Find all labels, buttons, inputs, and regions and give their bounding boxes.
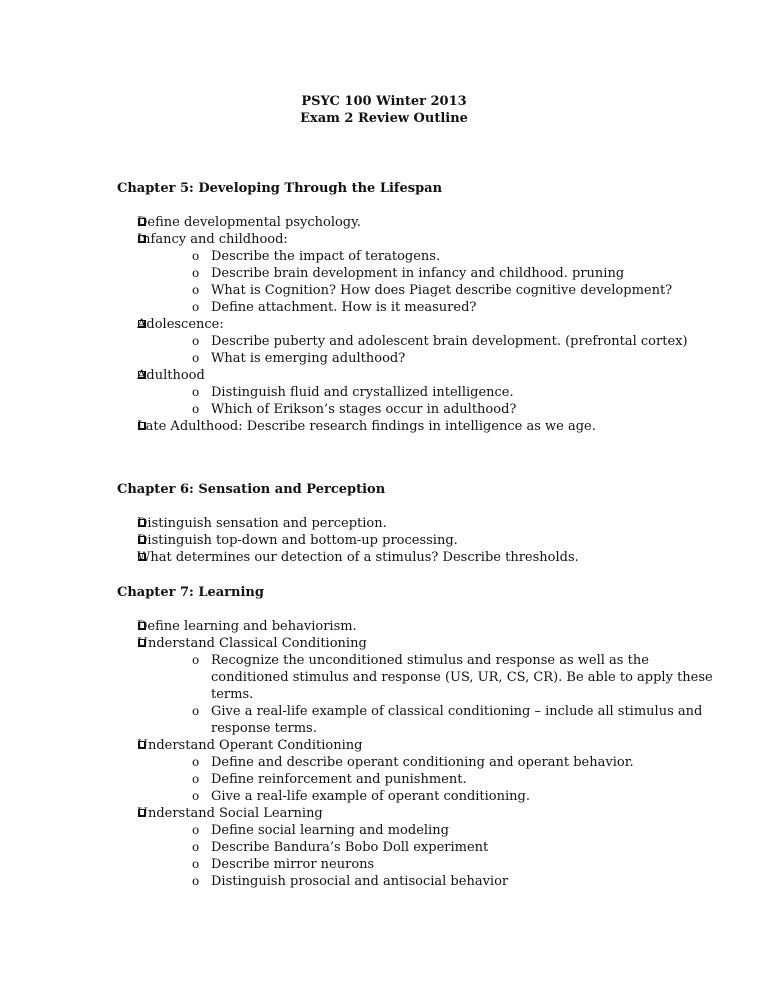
sub-list-item-text: Describe puberty and adolescent brain development. (prefrontal cortex) [211, 334, 688, 349]
checklist-item-text: Understand Operant Conditioning [137, 738, 363, 753]
section-heading: Chapter 5: Developing Through the Lifespan [117, 181, 443, 196]
sub-list-item-text: Define and describe operant conditioning and operant behavior. [211, 755, 634, 770]
circle-bullet-icon: o [192, 266, 200, 280]
sub-list-item-text: Describe the impact of teratogens. [211, 249, 441, 264]
checklist-item [117, 618, 717, 635]
document-title: PSYC 100 Winter 2013 [301, 94, 467, 109]
checklist-item-row [137, 231, 717, 248]
circle-bullet-icon: o [192, 283, 200, 297]
sub-list-item [191, 754, 717, 771]
circle-bullet-icon: o [192, 772, 200, 786]
checklist-item [117, 737, 717, 805]
checklist-item-text: Understand Classical Conditioning [137, 636, 367, 651]
circle-bullet-icon: o [192, 334, 200, 348]
checkbox-icon [138, 809, 146, 817]
sub-list-item [191, 652, 717, 703]
checklist-item-text: Understand Social Learning [137, 806, 323, 821]
checklist-item-row [137, 316, 717, 333]
circle-bullet-icon: o [192, 755, 200, 769]
checklist-item [117, 549, 717, 566]
sub-list-item [191, 299, 717, 316]
checklist-item [117, 214, 717, 231]
checklist-item-row [137, 549, 717, 566]
sub-list [137, 333, 717, 367]
checklist-item-text: Adolescence: [137, 317, 224, 332]
sub-list-item-text: What is Cognition? How does Piaget describe cognitive development? [211, 283, 673, 298]
circle-bullet-icon: o [192, 402, 200, 416]
sub-list-item-text: Describe mirror neurons [211, 857, 375, 872]
checklist-item [117, 316, 717, 367]
checklist-item-row [137, 805, 717, 822]
checkbox-icon [138, 639, 146, 647]
sub-list-item [191, 401, 717, 418]
checklist-item [117, 231, 717, 316]
checkbox-icon [138, 622, 146, 630]
document-subtitle: Exam 2 Review Outline [300, 111, 468, 126]
circle-bullet-icon: o [192, 704, 200, 718]
circle-bullet-icon: o [192, 840, 200, 854]
sub-list-item [191, 822, 717, 839]
checklist-item [117, 367, 717, 418]
checklist-item-row [137, 532, 717, 549]
checkbox-icon [138, 218, 146, 226]
checkbox-icon [138, 235, 146, 243]
sub-list-item-text: What is emerging adulthood? [211, 351, 406, 366]
section-heading: Chapter 6: Sensation and Perception [117, 482, 386, 497]
checklist-item [117, 418, 717, 435]
sub-list [137, 822, 717, 890]
sub-list-item [191, 333, 717, 350]
circle-bullet-icon: o [192, 874, 200, 888]
checklist-item-text: What determines our detection of a stimulus? Describe thresholds. [137, 550, 579, 565]
circle-bullet-icon: o [192, 385, 200, 399]
sub-list-item [191, 248, 717, 265]
checklist [117, 214, 717, 435]
sub-list-item [191, 771, 717, 788]
checklist-item-text: Late Adulthood: Describe research findings in intelligence as we age. [137, 419, 596, 434]
checklist-item-text: Infancy and childhood: [137, 232, 288, 247]
checkbox-icon [138, 422, 146, 430]
sub-list [137, 384, 717, 418]
checklist-item-row [137, 737, 717, 754]
sub-list-item-text: Describe Bandura’s Bobo Doll experiment [211, 840, 489, 855]
checklist-item-row [137, 635, 717, 652]
sub-list-item [191, 788, 717, 805]
checklist-item-row [137, 515, 717, 532]
checklist-item-row [137, 214, 717, 231]
checklist-item-text: Distinguish top-down and bottom-up processing. [137, 533, 458, 548]
sub-list-item-text: Give a real-life example of operant conditioning. [211, 789, 530, 804]
checklist-item [117, 532, 717, 549]
checklist [117, 618, 717, 890]
checkbox-icon [138, 553, 146, 561]
sub-list-item [191, 873, 717, 890]
sub-list [137, 652, 717, 737]
circle-bullet-icon: o [192, 249, 200, 263]
checklist-item [117, 635, 717, 737]
circle-bullet-icon: o [192, 300, 200, 314]
sub-list-item-text: Define attachment. How is it measured? [211, 300, 477, 315]
sub-list [137, 754, 717, 805]
checkbox-icon [138, 536, 146, 544]
checklist-item-row [137, 418, 717, 435]
circle-bullet-icon: o [192, 823, 200, 837]
sub-list-item-text: Recognize the unconditioned stimulus and response as well as the conditioned stimulus and response (US, UR, CS, CR). Be able to apply these terms. [211, 653, 713, 702]
checklist-item-text: Distinguish sensation and perception. [137, 516, 387, 531]
checkbox-icon [138, 519, 146, 527]
circle-bullet-icon: o [192, 789, 200, 803]
sub-list-item-text: Describe brain development in infancy and childhood. pruning [211, 266, 625, 281]
sub-list-item-text: Distinguish prosocial and antisocial behavior [211, 874, 509, 889]
checklist-item [117, 515, 717, 532]
checklist [117, 515, 717, 566]
checklist-item-row [137, 618, 717, 635]
sub-list-item [191, 856, 717, 873]
sub-list-item-text: Give a real-life example of classical conditioning – include all stimulus and response terms. [211, 704, 703, 736]
sub-list-item [191, 384, 717, 401]
section-chapter-5 [117, 180, 717, 435]
checklist-item-text: Adulthood [137, 368, 205, 383]
sub-list-item-text: Define reinforcement and punishment. [211, 772, 467, 787]
checklist-item-text: Define learning and behaviorism. [137, 619, 357, 634]
sub-list-item [191, 703, 717, 737]
sub-list-item [191, 265, 717, 282]
circle-bullet-icon: o [192, 653, 200, 667]
sub-list-item [191, 282, 717, 299]
circle-bullet-icon: o [192, 857, 200, 871]
sub-list-item [191, 350, 717, 367]
checklist-item [117, 805, 717, 890]
sub-list-item [191, 839, 717, 856]
sub-list-item-text: Define social learning and modeling [211, 823, 449, 838]
circle-bullet-icon: o [192, 351, 200, 365]
sub-list-item-text: Distinguish fluid and crystallized intelligence. [211, 385, 514, 400]
checkbox-icon [138, 320, 146, 328]
section-chapter-7 [117, 584, 717, 890]
checklist-item-text: Define developmental psychology. [137, 215, 361, 230]
section-heading: Chapter 7: Learning [117, 585, 264, 600]
sub-list [137, 248, 717, 316]
sub-list-item-text: Which of Erikson’s stages occur in adulthood? [211, 402, 517, 417]
checkbox-icon [138, 371, 146, 379]
checklist-item-row [137, 367, 717, 384]
section-chapter-6 [117, 481, 717, 566]
checkbox-icon [138, 741, 146, 749]
